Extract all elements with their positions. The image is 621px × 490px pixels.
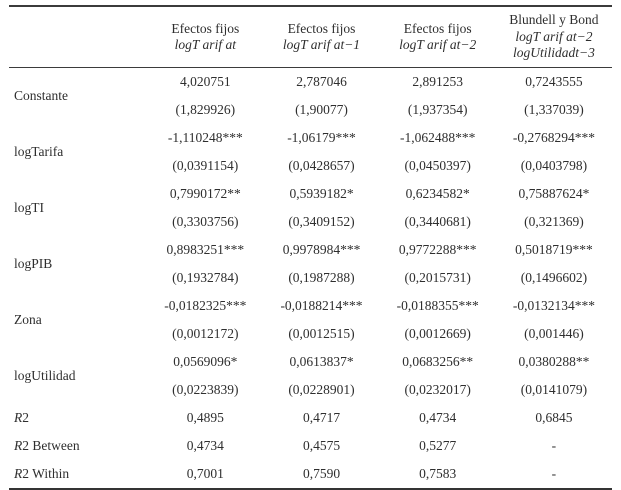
stat-value: - bbox=[551, 466, 557, 481]
table-row-stat bbox=[9, 460, 612, 489]
stat-label-italic: R bbox=[14, 410, 23, 425]
stat-value: 0,5277 bbox=[419, 438, 457, 453]
column-header-1 bbox=[147, 6, 263, 68]
column-subtitle: logT arif at bbox=[174, 37, 236, 52]
stat-label-italic: R bbox=[14, 466, 23, 481]
coef-cell: -1,110248*** bbox=[167, 130, 243, 145]
stat-label-rest: 2 Within bbox=[22, 466, 70, 481]
stat-label-rest: 2 Between bbox=[22, 438, 80, 453]
stat-label bbox=[9, 460, 147, 489]
coef-cell: 0,0569096* bbox=[173, 354, 238, 369]
se-cell: (0,0403798) bbox=[520, 158, 588, 173]
column-subtitle: logUtilidadt−3 bbox=[512, 45, 595, 61]
se-cell: (0,321369) bbox=[524, 214, 584, 229]
stat-value: 0,4895 bbox=[186, 410, 224, 425]
se-cell: (0,001446) bbox=[524, 326, 584, 341]
coef-cell: 0,7243555 bbox=[525, 74, 583, 89]
row-label: Constante bbox=[14, 88, 68, 103]
coef-cell: 0,5018719*** bbox=[515, 242, 593, 257]
column-subtitle: logT arif at−1 bbox=[282, 37, 361, 52]
table-header bbox=[9, 6, 612, 68]
stat-value: 0,4734 bbox=[186, 438, 224, 453]
table-row-stat bbox=[9, 432, 612, 460]
se-cell: (0,0428657) bbox=[288, 158, 355, 173]
se-cell: (0,3440681) bbox=[404, 214, 471, 229]
coef-cell: -0,0132134*** bbox=[512, 298, 595, 313]
column-header-4 bbox=[496, 6, 612, 68]
stat-label bbox=[9, 432, 147, 460]
coef-cell: -1,062488*** bbox=[400, 130, 476, 145]
se-cell: (0,0232017) bbox=[404, 382, 471, 397]
table-row bbox=[9, 68, 612, 97]
coef-cell: -0,0182325*** bbox=[164, 298, 247, 313]
se-cell: (0,0223839) bbox=[172, 382, 239, 397]
table-row bbox=[9, 236, 612, 264]
table-row bbox=[9, 124, 612, 152]
row-label: logUtilidad bbox=[14, 368, 76, 383]
column-header-2 bbox=[263, 6, 379, 68]
coef-cell: -0,2768294*** bbox=[512, 130, 595, 145]
se-cell: (0,0228901) bbox=[288, 382, 355, 397]
table-row-stat bbox=[9, 404, 612, 432]
se-cell: (0,1987288) bbox=[288, 270, 355, 285]
column-title: Efectos fijos bbox=[287, 20, 356, 36]
row-label: logPIB bbox=[14, 256, 53, 271]
stat-label-italic: R bbox=[14, 438, 23, 453]
stat-value: 0,7590 bbox=[302, 466, 341, 481]
coef-cell: 2,787046 bbox=[296, 74, 347, 89]
se-cell: (1,829926) bbox=[175, 102, 236, 117]
se-cell: (1,337039) bbox=[524, 102, 584, 117]
se-cell: (0,2015731) bbox=[404, 270, 471, 285]
coef-cell: -0,0188214*** bbox=[280, 298, 363, 313]
stat-value: 0,6845 bbox=[535, 410, 573, 425]
se-cell: (0,0012172) bbox=[172, 326, 239, 341]
se-cell: (0,3303756) bbox=[172, 214, 239, 229]
se-cell: (1,937354) bbox=[407, 102, 468, 117]
table-row bbox=[9, 292, 612, 320]
se-cell: (1,90077) bbox=[295, 102, 348, 117]
coef-cell: 0,7990172** bbox=[169, 186, 241, 201]
se-cell: (0,0012669) bbox=[404, 326, 471, 341]
stat-value: 0,7583 bbox=[419, 466, 457, 481]
stat-value: 0,4717 bbox=[302, 410, 341, 425]
table-body bbox=[9, 68, 612, 490]
coef-cell: -0,0188355*** bbox=[396, 298, 479, 313]
row-label: Zona bbox=[14, 312, 42, 327]
table-row bbox=[9, 180, 612, 208]
coef-cell: 0,8983251*** bbox=[166, 242, 245, 257]
stat-value: 0,7001 bbox=[186, 466, 224, 481]
coef-cell: -1,06179*** bbox=[287, 130, 356, 145]
column-subtitle: logT arif at−2 bbox=[399, 37, 477, 52]
table-row bbox=[9, 348, 612, 376]
column-header-3 bbox=[380, 6, 496, 68]
header-empty-cell bbox=[9, 6, 147, 68]
coef-cell: 0,0380288** bbox=[518, 354, 590, 369]
coef-cell: 0,5939182* bbox=[289, 186, 354, 201]
se-cell: (0,1496602) bbox=[520, 270, 588, 285]
coef-cell: 0,0613837* bbox=[289, 354, 354, 369]
se-cell: (0,0450397) bbox=[404, 158, 471, 173]
coef-cell: 0,9978984*** bbox=[282, 242, 361, 257]
row-label: logTarifa bbox=[14, 144, 64, 159]
stat-label bbox=[9, 404, 147, 432]
column-title: Blundell y Bond bbox=[509, 12, 599, 28]
coef-cell: 4,020751 bbox=[180, 74, 231, 89]
row-label: logTI bbox=[14, 200, 44, 215]
se-cell: (0,1932784) bbox=[172, 270, 239, 285]
coef-cell: 0,6234582* bbox=[405, 186, 470, 201]
column-title: Efectos fijos bbox=[171, 20, 240, 36]
stat-value: - bbox=[551, 438, 557, 453]
coef-cell: 0,0683256** bbox=[402, 354, 474, 369]
regression-results-table bbox=[9, 5, 612, 490]
stat-value: 0,4575 bbox=[302, 438, 341, 453]
se-cell: (0,3409152) bbox=[288, 214, 355, 229]
coef-cell: 0,9772288*** bbox=[398, 242, 477, 257]
column-title: Efectos fijos bbox=[403, 20, 472, 36]
se-cell: (0,0141079) bbox=[520, 382, 588, 397]
se-cell: (0,0012515) bbox=[288, 326, 355, 341]
coef-cell: 0,75887624* bbox=[518, 186, 590, 201]
se-cell: (0,0391154) bbox=[172, 158, 239, 173]
header-row bbox=[9, 6, 612, 68]
stat-value: 0,4734 bbox=[419, 410, 457, 425]
column-subtitle: logT arif at−2 bbox=[515, 28, 593, 44]
coef-cell: 2,891253 bbox=[412, 74, 463, 89]
stat-label-rest: 2 bbox=[22, 410, 29, 425]
